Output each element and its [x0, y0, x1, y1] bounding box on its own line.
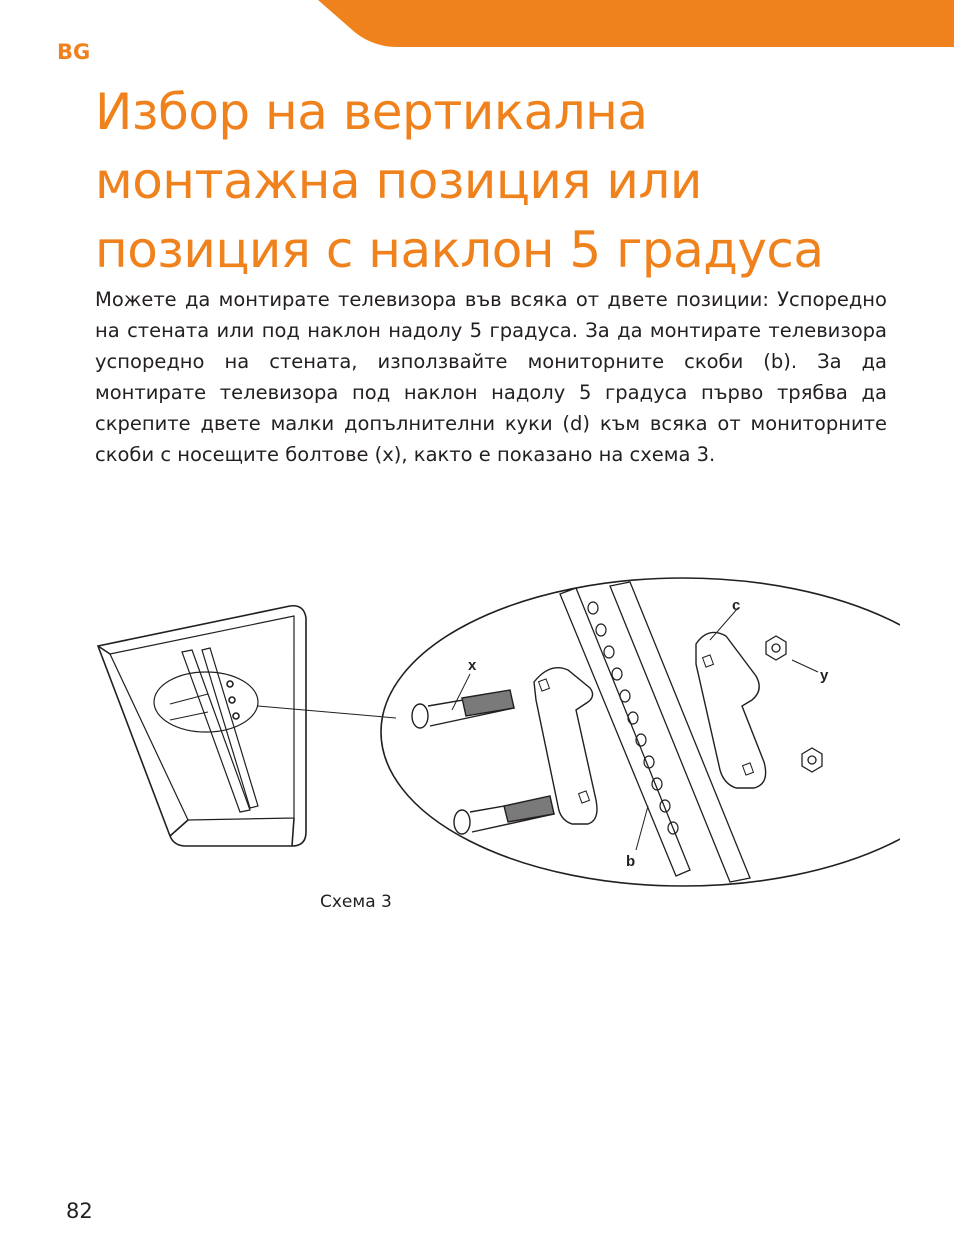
label-x: x	[468, 657, 477, 674]
mounting-diagram	[90, 570, 900, 900]
figure-caption: Схема 3	[320, 892, 392, 912]
bolt-upper	[412, 690, 514, 728]
label-c: c	[732, 597, 741, 614]
title-line-2: монтажна позиция или	[95, 152, 702, 210]
bolt-lower	[454, 796, 554, 834]
page-number: 82	[66, 1199, 93, 1223]
language-label: BG	[57, 40, 91, 64]
tv-back-illustration	[98, 606, 306, 846]
label-b: b	[626, 853, 636, 870]
nut-lower	[802, 748, 822, 772]
nut-upper	[766, 636, 786, 660]
title-line-3: позиция с наклон 5 градуса	[95, 221, 824, 279]
title-line-1: Избор на вертикална	[95, 83, 648, 141]
label-y: y	[820, 667, 829, 684]
zoom-detail	[381, 578, 900, 886]
orange-header-tab	[0, 0, 954, 60]
body-paragraph: Можете да монтирате телевизора във всяка от двете позиции: Успоредно на стената или под наклон надолу 5 градуса. За да монтирате телевизора успоредно на стената, използвайте мониторните скоби (b). За да монтирате телевизора под наклон надолу 5 градуса първо трябва да скрепите двете малки допълнителни куки (d) към всяка от мониторните скоби с носещите болтове (x), както е показано на схема 3.	[95, 288, 887, 466]
page-title	[95, 78, 925, 285]
